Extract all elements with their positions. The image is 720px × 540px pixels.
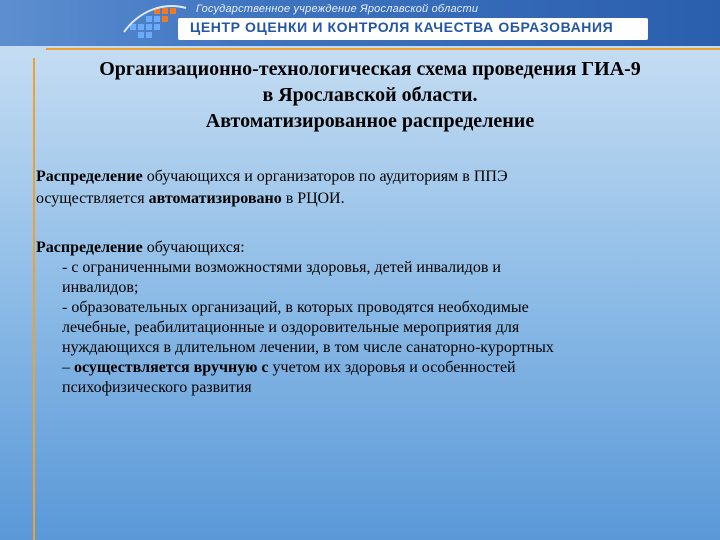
slide-title: [30, 56, 710, 134]
title-line: в Ярославской области.: [262, 84, 478, 106]
paragraph-distribution: [36, 166, 696, 210]
list-item: психофизического развития: [62, 379, 252, 396]
bold-text: Распределение: [36, 168, 143, 185]
paragraph-text: осуществляется: [36, 190, 149, 207]
paragraph-text: обучающихся и организаторов по аудиториям в ППЭ: [142, 168, 508, 185]
list-item: - образовательных организаций, в которых проводятся необходимые: [62, 299, 529, 316]
paragraph-text: учетом их здоровья и особенностей: [268, 359, 516, 376]
horizontal-divider: [46, 48, 720, 50]
paragraph-text: в РЦОИ.: [281, 190, 345, 207]
paragraph-text: –: [62, 359, 74, 376]
list-item: инвалидов;: [62, 279, 139, 296]
list-item: [62, 358, 696, 378]
center-name: ЦЕНТР ОЦЕНКИ И КОНТРОЛЯ КАЧЕСТВА ОБРАЗОВАНИЯ: [190, 19, 614, 35]
list-item: - с ограниченными возможностями здоровья, детей инвалидов и: [62, 259, 501, 276]
bold-text: автоматизировано: [148, 190, 282, 207]
paragraph-students: [36, 238, 696, 398]
bold-text: осуществляется вручную с: [74, 359, 269, 376]
bold-text: Распределение: [36, 239, 143, 256]
title-line: Организационно-технологическая схема проведения ГИА-9: [99, 58, 641, 80]
organization-name: Государственное учреждение Ярославской области: [196, 3, 479, 15]
title-line: Автоматизированное распределение: [205, 110, 535, 132]
paragraph-text: обучающихся:: [142, 239, 245, 256]
list-item: нуждающихся в длительном лечении, в том числе санаторно-курортных: [62, 339, 554, 356]
list-item: лечебные, реабилитационные и оздоровительные мероприятия для: [62, 319, 520, 336]
